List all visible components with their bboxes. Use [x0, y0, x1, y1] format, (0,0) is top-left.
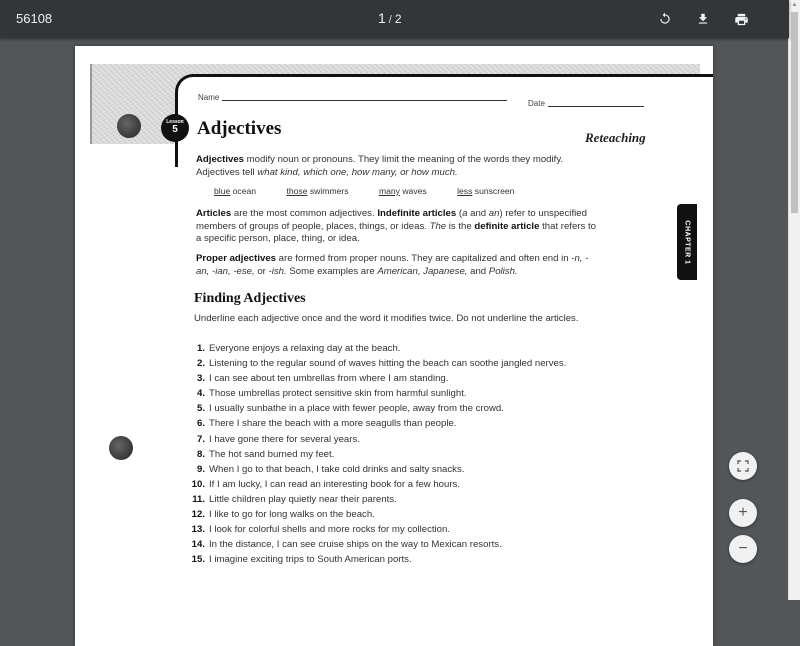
- viewer-toolbar: [0, 0, 789, 38]
- list-item: 15. I imagine exciting trips to South American ports.: [191, 554, 412, 566]
- list-item: 3. I can see about ten umbrellas from where I am standing.: [196, 373, 449, 385]
- plus-icon: +: [738, 504, 748, 521]
- vertical-scrollbar[interactable]: [788, 0, 800, 600]
- list-item: 1. Everyone enjoys a relaxing day at the beach.: [196, 343, 401, 354]
- list-item: 12. I like to go for long walks on the beach.: [191, 509, 375, 521]
- scrollbar-thumb[interactable]: [791, 12, 798, 213]
- rotate-icon: [658, 12, 672, 26]
- list-item: 11. Little children play quietly near their parents.: [192, 493, 397, 505]
- example-item: less sunscreen: [457, 186, 515, 196]
- list-item: 2. Listening to the regular sound of waves hitting the beach can soothe jangled nerves.: [196, 358, 567, 370]
- fit-to-page-button[interactable]: [729, 452, 757, 480]
- lesson-badge: Lesson 5: [161, 114, 189, 142]
- proper-adjectives-paragraph: Proper adjectives are formed from proper nouns. They are capitalized and often end in -n, -an, -ian, -ese, or -ish. Some examples are American, Japanese, and Polish.: [196, 253, 589, 277]
- current-page-input[interactable]: 1: [378, 10, 386, 26]
- total-pages: 2: [394, 12, 402, 26]
- download-button[interactable]: [692, 8, 714, 30]
- binder-hole-icon: [109, 436, 133, 460]
- section-title: Finding Adjectives: [194, 291, 306, 306]
- date-field: Date: [528, 99, 644, 108]
- download-icon: [696, 12, 710, 26]
- list-item: 13. I look for colorful shells and more rocks for my collection.: [191, 524, 451, 536]
- fit-to-page-icon: [737, 460, 749, 472]
- list-item: 10. If I am lucky, I can read an interesting book for a few hours.: [191, 478, 460, 490]
- minus-icon: −: [738, 540, 748, 557]
- document-title: 56108: [16, 11, 53, 26]
- list-item: 9. When I go to that beach, I take cold drinks and salty snacks.: [196, 463, 465, 475]
- exercise-list: [185, 343, 605, 569]
- example-item: many waves: [378, 186, 427, 196]
- chapter-tab: CHAPTER 1: [677, 204, 697, 280]
- binder-hole-icon: [117, 114, 141, 138]
- zoom-out-button[interactable]: [729, 535, 757, 563]
- examples-row: [214, 186, 542, 196]
- list-item: 4. Those umbrellas protect sensitive skin from harmful sunlight.: [196, 388, 467, 400]
- pdf-page: [75, 46, 713, 646]
- list-item: 8. The hot sand burned my feet.: [196, 448, 335, 460]
- print-button[interactable]: [730, 8, 752, 30]
- zoom-in-button[interactable]: [729, 499, 757, 527]
- instructions: Underline each adjective once and the word it modifies twice. Do not underline the articles.: [194, 313, 579, 324]
- rotate-button[interactable]: [654, 8, 676, 30]
- page-indicator: [378, 10, 402, 26]
- intro-paragraph: Adjectives modify noun or pronouns. They limit the meaning of the words they modify. Adjectives tell what kind, which one, how many, or how much.: [196, 154, 564, 178]
- articles-paragraph: Articles are the most common adjectives. Indefinite articles (a and an) refer to unspecified members of groups of people, places, things, or ideas. The is the definite article that refers to a specific person, place, thing, or idea.: [196, 208, 596, 244]
- reteaching-label: Reteaching: [585, 130, 646, 145]
- example-item: those swimmers: [286, 186, 349, 196]
- list-item: 7. I have gone there for several years.: [196, 433, 360, 445]
- lesson-title: Adjectives: [197, 118, 282, 139]
- page-separator: /: [388, 14, 392, 26]
- example-item: blue ocean: [214, 186, 257, 196]
- list-item: 6. There I share the beach with a more seagulls than people.: [196, 418, 457, 430]
- name-field: Name: [198, 93, 507, 102]
- print-icon: [734, 12, 749, 27]
- scroll-up-arrow-icon[interactable]: ▲: [791, 2, 798, 8]
- list-item: 14. In the distance, I can see cruise ships on the way to Mexican resorts.: [191, 539, 502, 551]
- list-item: 5. I usually sunbathe in a place with fewer people, away from the crowd.: [196, 403, 504, 415]
